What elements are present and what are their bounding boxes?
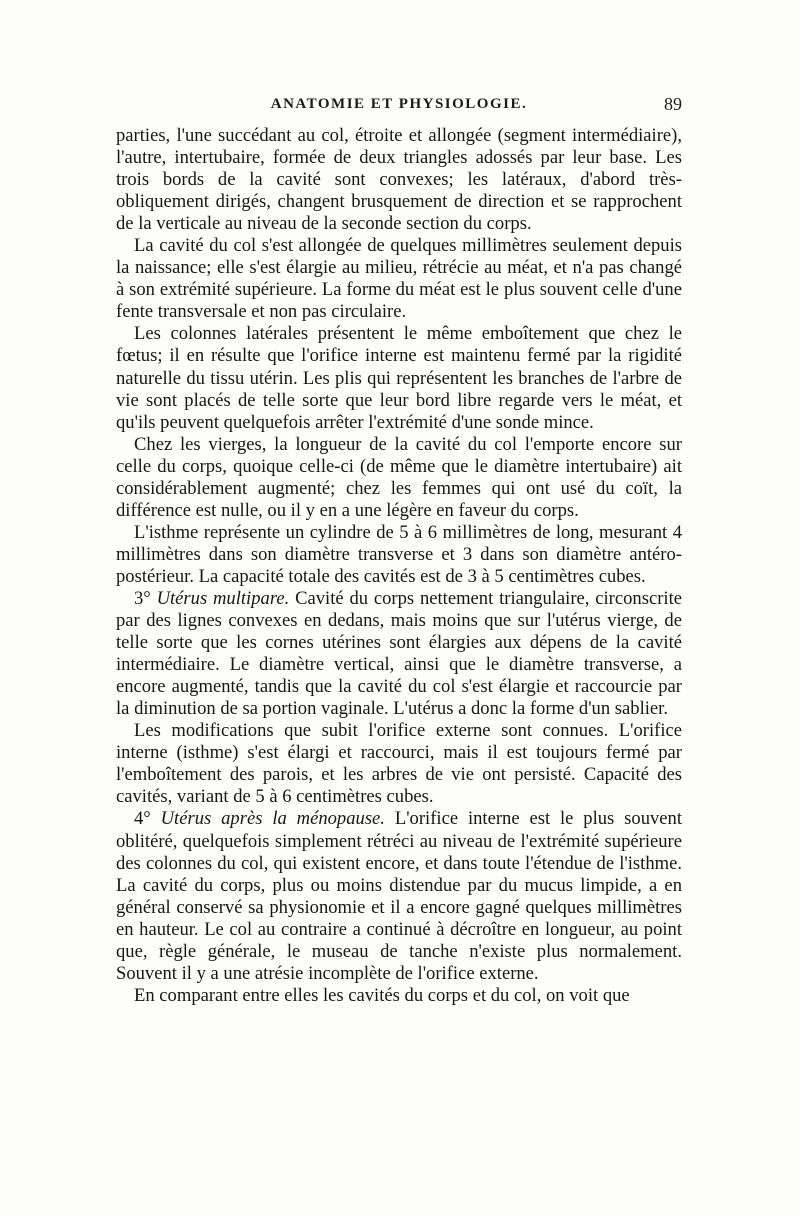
page-number: 89 — [664, 94, 682, 114]
paragraph — [116, 588, 682, 720]
section-number: 3° — [134, 587, 157, 609]
paragraph — [116, 125, 682, 235]
paragraph-text: En comparant entre elles les cavités du corps et du col, on voit que — [134, 984, 630, 1006]
paragraph — [116, 720, 682, 808]
paragraph-text: L'orifice interne est le plus souvent oblitéré, quelquefois simplement rétréci au niveau de l'extrémité supérieure des colonnes du col, qui existent encore, et dans toute l'étendue de l'isthme. La cavité du corps, plus ou moins distendue par du mucus limpide, a en général conservé sa physionomie et il a encore gagné quelques millimètres en hauteur. Le col au contraire a continué à décroître en longueur, au point que, règle générale, le museau de tanche n'existe plus normalement. Souvent il y a une atrésie incomplète de l'orifice externe. — [116, 808, 682, 984]
paragraph-text: L'isthme représente un cylindre de 5 à 6 millimètres de long, mesurant 4 millimètres dans son diamètre transverse et 3 dans son diamètre antéro-postérieur. La capacité totale des cavités est de 3 à 5 centimètres cubes. — [116, 521, 682, 587]
paragraph — [116, 323, 682, 433]
paragraph-text: Cavité du corps nettement triangulaire, circonscrite par des lignes convexes en dedans, mais moins que sur l'utérus vierge, de telle sorte que les cornes utérines sont élargies aux dépens de la cavité intermédiaire. Le diamètre vertical, ainsi que le diamètre transverse, a encore augmenté, tandis que la cavité du col s'est élargie et raccourcie par la diminution de sa portion vaginale. L'utérus a donc la forme d'un sablier. — [116, 587, 682, 720]
page-header — [116, 96, 682, 118]
paragraph-text: Les modifications que subit l'orifice externe sont connues. L'orifice interne (isthme) s'est élargi et raccourci, mais il est toujours fermé par l'emboîtement des parois, et les arbres de vie ont persisté. Capacité des cavités, variant de 5 à 6 centimètres cubes. — [116, 720, 682, 808]
paragraph-text: Chez les vierges, la longueur de la cavité du col l'emporte encore sur celle du corps, quoique celle-ci (de même que le diamètre intertubaire) ait considérablement augmenté; chez les femmes qui ont usé du coït, la différence est nulle, ou il y en a une légère en faveur du corps. — [116, 433, 682, 521]
paragraph — [116, 434, 682, 522]
section-number: 4° — [134, 808, 161, 830]
paragraph — [116, 808, 682, 984]
paragraph — [116, 522, 682, 588]
paragraph-text: La cavité du col s'est allongée de quelques millimètres seulement depuis la naissance; elle s'est élargie au milieu, rétrécie au méat, et n'a pas changé à son extrémité supérieure. La forme du méat est le plus souvent celle d'une fente transversale et non pas circulaire. — [116, 235, 682, 323]
paragraph-text: parties, l'une succédant au col, étroite et allongée (segment intermédiaire), l'autre, intertubaire, formée de deux triangles adossés par leur base. Les trois bords de la cavité sont convexes; les latéraux, d'abord très-obliquement dirigés, changent brusquement de direction et se rapprochent de la verticale au niveau de la seconde section du corps. — [116, 125, 682, 235]
paragraph-text: Les colonnes latérales présentent le même emboîtement que chez le fœtus; il en résulte que l'orifice interne est maintenu fermé par la rigidité naturelle du tissu utérin. Les plis qui représentent les branches de l'arbre de vie sont placés de telle sorte que leur bord libre regarde vers le méat, et qu'ils peuvent quelquefois arrêter l'extrémité d'une sonde mince. — [116, 323, 682, 433]
paragraph — [116, 235, 682, 323]
body-text — [116, 125, 682, 1007]
paragraph — [116, 985, 682, 1007]
section-title: Utérus après la ménopause. — [160, 808, 385, 830]
running-title: ANATOMIE ET PHYSIOLOGIE. — [270, 96, 528, 112]
section-title: Utérus multipare. — [156, 587, 290, 609]
